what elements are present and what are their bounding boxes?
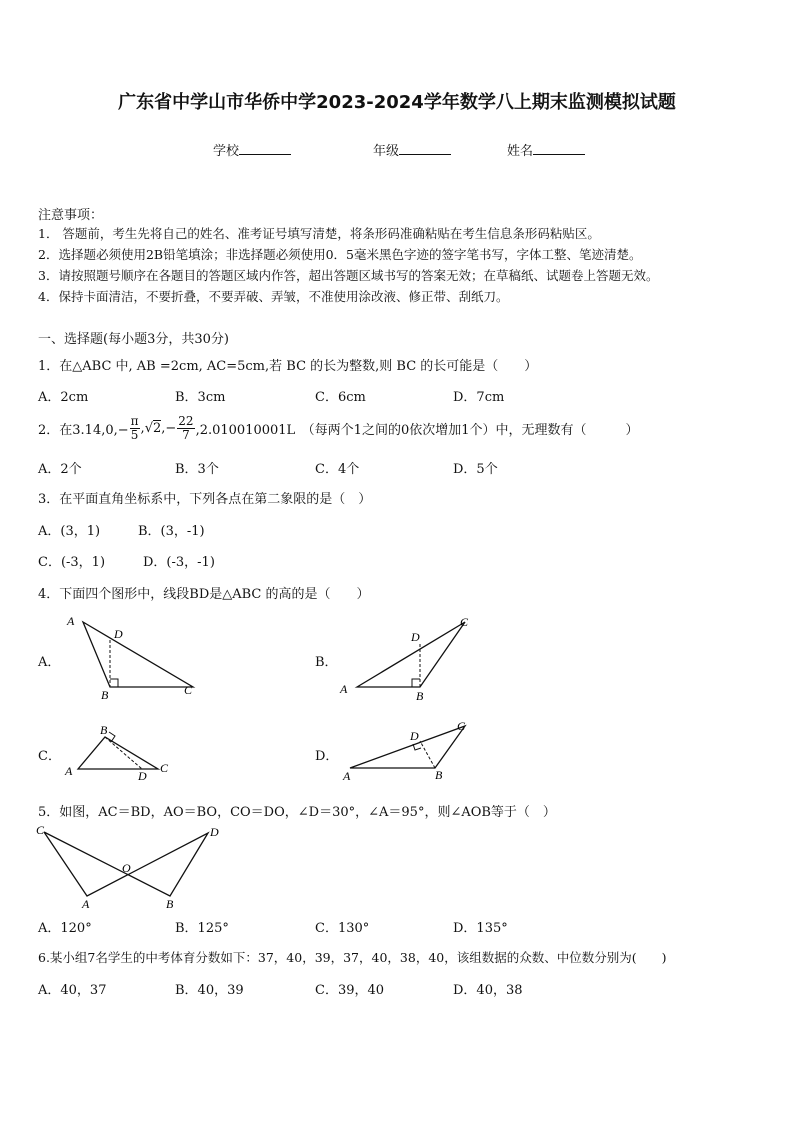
q4-figure-c (60, 720, 190, 782)
q5-option-d[interactable]: D．135° (453, 921, 508, 936)
q4-option-a[interactable]: A． (38, 655, 61, 670)
svg-text:B: B (435, 768, 443, 782)
svg-text:A: A (340, 682, 348, 696)
q3-option-b[interactable]: B．(3，-1) (138, 524, 205, 539)
q4-figure-d (335, 716, 485, 784)
q3-option-d[interactable]: D．(-3，-1) (143, 555, 215, 570)
svg-text:C: C (36, 823, 45, 837)
note-item: 3．请按照题号顺序在各题目的答题区域内作答，超出答题区域书写的答案无效；在草稿纸、试题卷上答题无效。 (38, 268, 659, 283)
page-title: 广东省中学山市华侨中学2023-2024学年数学八上期末监测模拟试题 (118, 92, 676, 113)
q4-stem: 4．下面四个图形中，线段BD是△ABC 的高的是（ ） (38, 587, 370, 602)
name-field (507, 140, 585, 159)
q2-stem: 2．在3.14,0,− $\frac{\pi}{5}$ , √2 ,− $\frac{22}{7}$ ,2.010010001L （每两个1之间的0依次增加1个）中，无理数有（ ） (38, 413, 639, 442)
name-label: 姓名 (507, 144, 534, 159)
q1-option-c[interactable]: C．6cm (315, 390, 366, 405)
svg-text:O: O (122, 861, 131, 875)
q6-option-d[interactable]: D．40，38 (453, 983, 523, 998)
svg-text:B: B (100, 723, 108, 737)
section-heading: 一、选择题(每小题3分，共30分) (38, 332, 229, 347)
svg-text:B: B (166, 897, 174, 910)
svg-text:A: A (67, 614, 75, 628)
frac-pi-5: $\frac{\pi}{5}$ (130, 413, 139, 442)
grade-field (373, 140, 451, 159)
q4-figure-b (335, 612, 485, 704)
svg-text:A: A (343, 769, 351, 783)
q2-option-d[interactable]: D．5个 (453, 462, 498, 477)
svg-text:D: D (411, 630, 420, 644)
school-label: 学校 (213, 144, 240, 159)
q6-stem: 6.某小组7名学生的中考体育分数如下：37，40，39，37，40，38，40，该组数据的众数、中位数分别为( ) (38, 950, 667, 965)
svg-text:C: C (160, 761, 169, 775)
q3-option-a[interactable]: A．(3，1) (38, 524, 101, 539)
note-item: 4．保持卡面清洁，不要折叠，不要弄破、弄皱，不准使用涂改液、修正带、刮纸刀。 (38, 289, 509, 304)
q5-figure (32, 820, 232, 910)
svg-text:B: B (416, 689, 424, 703)
q1-stem: 1．在△ABC 中, AB =2cm, AC=5cm,若 BC 的长为整数,则 BC 的长可能是（ ） (38, 359, 538, 374)
q2-option-b[interactable]: B．3个 (175, 462, 219, 477)
svg-text:A: A (82, 897, 90, 910)
q4-option-b[interactable]: B． (315, 655, 338, 670)
svg-text:D: D (114, 627, 123, 641)
q5-option-c[interactable]: C．130° (315, 921, 370, 936)
note-item: 2．选择题必须使用2B铅笔填涂；非选择题必须使用0．5毫米黑色字迹的签字笔书写，字体工整、笔迹清楚。 (38, 247, 642, 262)
q6-option-a[interactable]: A．40，37 (38, 983, 107, 998)
q5-option-a[interactable]: A．120° (38, 921, 92, 936)
q1-option-d[interactable]: D．7cm (453, 390, 505, 405)
q6-option-b[interactable]: B．40，39 (175, 983, 244, 998)
q4-figure-a (60, 612, 210, 704)
q5-option-b[interactable]: B．125° (175, 921, 229, 936)
q5-stem: 5．如图，AC＝BD，AO＝BO，CO＝DO，∠D＝30°，∠A＝95°，则∠AOB等于（ ） (38, 805, 556, 820)
svg-text:D: D (138, 769, 147, 782)
school-field (213, 140, 291, 159)
note-item: 1． 答题前，考生先将自己的姓名、准考证号填写清楚，将条形码准确粘贴在考生信息条形码粘贴区。 (38, 226, 600, 241)
notes-heading: 注意事项： (38, 208, 104, 223)
frac-22-7: $\frac{22}{7}$ (178, 413, 194, 442)
svg-text:C: C (457, 719, 466, 733)
q3-option-c[interactable]: C．(-3，1) (38, 555, 106, 570)
q2-option-a[interactable]: A．2个 (38, 462, 82, 477)
q2-prefix: 2．在3.14,0,− (38, 422, 129, 438)
svg-text:C: C (460, 615, 469, 629)
svg-text:C: C (184, 683, 193, 697)
q6-option-c[interactable]: C．39，40 (315, 983, 385, 998)
name-blank[interactable] (533, 141, 585, 155)
svg-text:D: D (410, 729, 419, 743)
q4-option-d[interactable]: D． (315, 749, 339, 764)
q4-option-c[interactable]: C． (38, 749, 61, 764)
q1-option-a[interactable]: A．2cm (38, 390, 89, 405)
q1-option-b[interactable]: B．3cm (175, 390, 226, 405)
svg-text:A: A (65, 764, 73, 778)
q2-option-c[interactable]: C．4个 (315, 462, 360, 477)
school-blank[interactable] (239, 141, 291, 155)
svg-text:D: D (210, 825, 219, 839)
svg-text:B: B (101, 688, 109, 702)
sqrt-2: √2 (144, 420, 162, 436)
grade-label: 年级 (373, 144, 400, 159)
grade-blank[interactable] (399, 141, 451, 155)
q3-stem: 3．在平面直角坐标系中，下列各点在第二象限的是（ ） (38, 492, 372, 507)
q2-suffix: ,2.010010001L （每两个1之间的0依次增加1个）中，无理数有（ ） (195, 422, 639, 438)
